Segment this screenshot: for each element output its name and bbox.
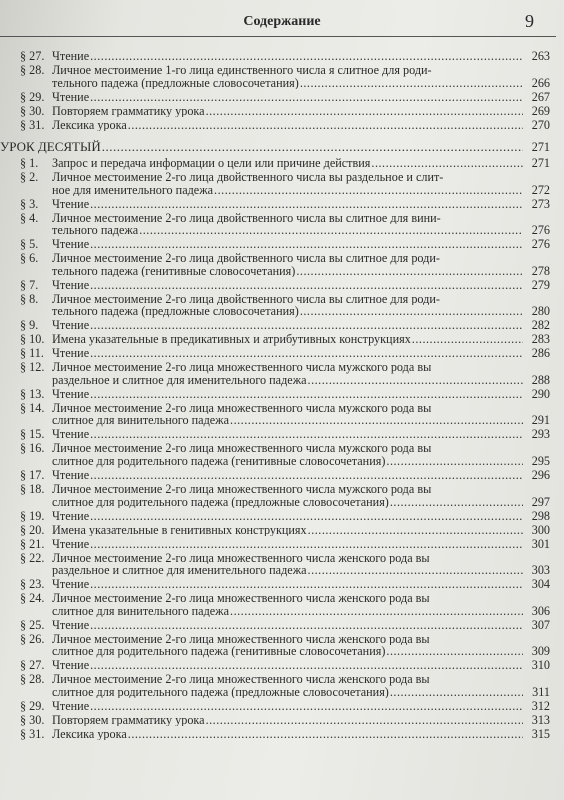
entry-line (52, 510, 524, 523)
entry-text (52, 50, 524, 63)
page-ref: 278 (531, 263, 550, 278)
entry-text (52, 64, 524, 89)
entry-title-line: Чтение (52, 90, 90, 104)
toc-entry (0, 347, 564, 360)
entry-line (52, 524, 524, 537)
entry-text (52, 319, 524, 332)
toc-entry (0, 552, 564, 577)
entry-line (52, 91, 524, 104)
section-number: § 19. (20, 508, 45, 523)
entry-line (52, 105, 524, 118)
section-number: § 18. (20, 482, 45, 497)
entry-text (52, 212, 524, 237)
toc-entry (0, 728, 564, 741)
toc-entry (0, 428, 564, 441)
entry-text (52, 578, 524, 591)
entry-title-line: Чтение (52, 50, 90, 63)
table-of-contents (0, 50, 564, 742)
dot-leader (230, 605, 523, 618)
entry-title-line: Чтение (52, 469, 90, 482)
page-ref: 296 (531, 468, 550, 483)
entry-line (52, 347, 524, 360)
entry-line (52, 538, 524, 551)
page-ref: 269 (531, 103, 550, 118)
entry-title-line: Лексика урока (52, 727, 127, 741)
dot-leader (390, 496, 523, 509)
entry-line (52, 414, 524, 427)
dot-leader (90, 347, 523, 360)
entry-text (52, 333, 524, 346)
lesson-text (0, 140, 524, 154)
dot-leader (308, 564, 523, 577)
dot-leader (90, 91, 523, 104)
entry-line (52, 442, 524, 455)
entry-text (52, 171, 524, 196)
page-ref: 276 (531, 223, 550, 238)
toc-entry (0, 105, 564, 118)
entry-title-line: слитное для родительного падежа (предложные словосочетания) (52, 685, 389, 699)
section-number: § 3. (20, 196, 39, 211)
section-number: § 13. (20, 386, 45, 401)
toc-entry (0, 700, 564, 713)
page-ref: 307 (531, 617, 550, 632)
entry-title-line: Личное местоимение 2-го лица двойственного числа вы слитное для роди- (52, 252, 440, 265)
entry-title-line: тельного падежа (52, 224, 139, 237)
entry-title-line: раздельное и слитное для именительного падежа (52, 373, 307, 387)
entry-title-line: Имена указательные в генитивных конструкциях (52, 523, 307, 537)
dot-leader (90, 659, 523, 672)
entry-title-line: Запрос и передача информации о цели или причине действия (52, 157, 371, 170)
dot-leader (214, 184, 523, 197)
entry-text (52, 442, 524, 467)
page-ref: 297 (531, 494, 550, 509)
page-ref: 304 (531, 577, 550, 592)
page-ref: 311 (532, 684, 550, 699)
section-number: § 6. (20, 251, 39, 266)
page-ref: 309 (531, 644, 550, 659)
entry-title-line: Личное местоимение 2-го лица множественного числа женского рода вы (52, 551, 430, 565)
toc-entry (0, 361, 564, 386)
entry-title-line: Повторяем грамматику урока (52, 104, 205, 118)
entry-title-line: слитное для винительного падежа (52, 604, 230, 618)
entry-line (52, 686, 524, 699)
entry-title-line: слитное для родительного падежа (генитивные словосочетания) (52, 645, 386, 658)
section-number: § 24. (20, 591, 45, 606)
dot-leader (296, 265, 523, 278)
entry-title-line: Личное местоимение 2-го лица множественного числа женского рода вы (52, 673, 430, 686)
entry-line (52, 564, 524, 577)
section-number: § 31. (20, 117, 45, 132)
entry-title-line: Личное местоимение 2-го лица множественного числа мужского рода вы (52, 361, 432, 374)
dot-leader (386, 645, 523, 658)
entry-line (52, 171, 524, 184)
entry-line (52, 402, 524, 415)
section-number: § 28. (20, 62, 45, 77)
entry-line (52, 252, 524, 265)
entry-text (52, 105, 524, 118)
page-ref: 303 (531, 563, 550, 578)
page-ref: 290 (531, 386, 550, 401)
page-ref: 291 (531, 413, 550, 428)
header-title: Содержание (243, 14, 321, 29)
entry-title-line: Чтение (52, 278, 90, 292)
entry-line (52, 714, 524, 727)
entry-line (52, 659, 524, 672)
entry-line (52, 578, 524, 591)
toc-entry (0, 50, 564, 63)
section-number: § 30. (20, 712, 45, 727)
section-number: § 2. (20, 170, 39, 185)
section-number: § 22. (20, 550, 45, 565)
toc-entry (0, 171, 564, 196)
entry-line (52, 279, 524, 292)
toc-entry (0, 673, 564, 698)
entry-text (52, 538, 524, 551)
section-number: § 28. (20, 672, 45, 687)
entry-title-line: Чтение (52, 537, 90, 551)
dot-leader (90, 469, 523, 482)
entry-text (52, 428, 524, 441)
entry-line (52, 619, 524, 632)
section-number: § 20. (20, 522, 45, 537)
entry-line (52, 455, 524, 468)
dot-leader (90, 279, 523, 292)
dot-leader (90, 198, 523, 211)
dot-leader (139, 224, 523, 237)
entry-title-line: Чтение (52, 238, 90, 251)
header-rule (0, 36, 556, 37)
dot-leader (90, 538, 523, 551)
dot-leader (90, 319, 523, 332)
entry-line (52, 212, 524, 225)
section-number: § 11. (20, 346, 44, 361)
entry-line (52, 238, 524, 251)
entry-title-line: слитное для винительного падежа (52, 414, 230, 428)
toc-entry (0, 64, 564, 89)
entry-text (52, 402, 524, 427)
page-ref: 271 (531, 140, 550, 155)
page-ref: 306 (531, 603, 550, 618)
entry-title-line: Чтение (52, 578, 90, 591)
section-number: § 15. (20, 427, 45, 442)
entry-line (52, 592, 524, 605)
dot-leader (371, 157, 523, 170)
lesson-line (0, 140, 524, 154)
entry-line (52, 388, 524, 401)
toc-entry (0, 212, 564, 237)
dot-leader (390, 686, 523, 699)
toc-entry (0, 592, 564, 617)
entry-title-line: Лексика урока (52, 118, 127, 132)
toc-entry (0, 619, 564, 632)
dot-leader (308, 524, 523, 537)
dot-leader (412, 333, 523, 346)
entry-title-line: Чтение (52, 387, 90, 401)
entry-title-line: Чтение (52, 618, 90, 632)
entry-text (52, 619, 524, 632)
section-number: § 30. (20, 103, 45, 118)
entry-title-line: Личное местоимение 2-го лица множественного числа мужского рода вы (52, 442, 432, 456)
section-number: § 7. (20, 277, 39, 292)
page-ref: 295 (531, 454, 550, 469)
dot-leader (90, 50, 523, 63)
entry-text (52, 361, 524, 386)
entry-text (52, 510, 524, 523)
toc-entry (0, 198, 564, 211)
entry-title-line: Личное местоимение 1-го лица единственного числа я слитное для роди- (52, 63, 432, 77)
entry-text (52, 552, 524, 577)
page-ref: 272 (531, 182, 550, 197)
page-ref: 293 (531, 427, 550, 442)
entry-line (52, 605, 524, 618)
entry-text (52, 633, 524, 658)
page-ref: 283 (531, 332, 550, 347)
entry-text (52, 293, 524, 318)
entry-line (52, 319, 524, 332)
entry-title-line: ное для именительного падежа (52, 183, 214, 197)
dot-leader (300, 305, 523, 318)
toc-entry (0, 469, 564, 482)
page-ref: 301 (531, 536, 550, 551)
entry-text (52, 524, 524, 537)
entry-text (52, 714, 524, 727)
toc-entry (0, 483, 564, 508)
entry-title-line: тельного падежа (предложные словосочетания) (52, 76, 299, 90)
entry-title-line: Чтение (52, 428, 90, 442)
entry-line (52, 728, 524, 741)
toc-entry (0, 252, 564, 277)
toc-entry (0, 279, 564, 292)
entry-line (52, 305, 524, 318)
entry-title-line: Чтение (52, 659, 90, 672)
entry-line (52, 119, 524, 132)
entry-line (52, 374, 524, 387)
dot-leader (90, 428, 523, 441)
page-ref: 276 (531, 237, 550, 252)
toc-entry (0, 91, 564, 104)
toc-entry (0, 333, 564, 346)
entry-text (52, 592, 524, 617)
page-number: 9 (525, 11, 534, 31)
entry-title-line: Чтение (52, 197, 90, 211)
page-ref: 267 (531, 89, 550, 104)
page-ref: 270 (531, 117, 550, 132)
page-ref: 266 (531, 75, 550, 90)
entry-title-line: Личное местоимение 2-го лица множественного числа женского рода вы (52, 592, 430, 605)
dot-leader (90, 388, 523, 401)
entry-title-line: Личное местоимение 2-го лица двойственного числа вы слитное для вини- (52, 211, 441, 225)
entry-line (52, 552, 524, 565)
page-ref: 271 (531, 156, 550, 171)
entry-text (52, 659, 524, 672)
entry-line (52, 633, 524, 646)
entry-text (52, 728, 524, 741)
dot-leader (300, 77, 523, 90)
entry-text (52, 347, 524, 360)
entry-line (52, 50, 524, 63)
section-number: § 5. (20, 237, 39, 252)
dot-leader (386, 455, 523, 468)
section-number: § 31. (20, 726, 45, 741)
entry-title-line: Чтение (52, 509, 90, 523)
entry-text (52, 157, 524, 170)
toc-entry (0, 319, 564, 332)
entry-title-line: Личное местоимение 2-го лица двойственного числа вы раздельное и слит- (52, 171, 444, 184)
section-number: § 9. (20, 318, 39, 333)
page-ref: 313 (531, 712, 550, 727)
lesson-title: УРОК ДЕСЯТЫЙ (0, 140, 101, 155)
dot-leader (90, 238, 523, 251)
toc-entry (0, 510, 564, 523)
entry-text (52, 238, 524, 251)
toc-entry (0, 388, 564, 401)
entry-title-line: тельного падежа (генитивные словосочетания) (52, 264, 296, 278)
entry-line (52, 333, 524, 346)
page-ref: 288 (531, 372, 550, 387)
section-number: § 27. (20, 658, 45, 673)
entry-text (52, 198, 524, 211)
entry-title-line: Чтение (52, 699, 90, 713)
section-number: § 26. (20, 631, 45, 646)
section-number: § 16. (20, 441, 45, 456)
toc-entry (0, 157, 564, 170)
entry-title-line: Личное местоимение 2-го лица множественного числа мужского рода вы (52, 401, 432, 415)
entry-text (52, 673, 524, 698)
entry-line (52, 198, 524, 211)
entry-text (52, 279, 524, 292)
entry-line (52, 428, 524, 441)
entry-title-line: Личное местоимение 2-го лица множественного числа женского рода вы (52, 632, 430, 646)
toc-entry (0, 293, 564, 318)
toc-entry (0, 238, 564, 251)
section-number: § 29. (20, 698, 45, 713)
section-number: § 27. (20, 49, 45, 63)
entry-line (52, 645, 524, 658)
toc-entry (0, 538, 564, 551)
dot-leader (90, 510, 523, 523)
page-ref: 310 (531, 658, 550, 673)
section-number: § 25. (20, 617, 45, 632)
page-ref: 263 (531, 49, 550, 63)
section-number: § 8. (20, 291, 39, 306)
page-ref: 300 (531, 522, 550, 537)
entry-text (52, 388, 524, 401)
dot-leader (128, 728, 523, 741)
toc-entry (0, 714, 564, 727)
toc-entry (0, 578, 564, 591)
dot-leader (206, 714, 523, 727)
section-number: § 4. (20, 210, 39, 225)
entry-title-line: слитное для родительного падежа (генитивные словосочетания) (52, 455, 386, 468)
entry-text (52, 252, 524, 277)
entry-line (52, 184, 524, 197)
entry-line (52, 224, 524, 237)
dot-leader (206, 105, 523, 118)
toc-entry (0, 633, 564, 658)
entry-title-line: Чтение (52, 319, 90, 332)
entry-line (52, 361, 524, 374)
entry-line (52, 483, 524, 496)
entry-title-line: Повторяем грамматику урока (52, 713, 205, 727)
entry-text (52, 483, 524, 508)
section-number: § 1. (20, 156, 39, 171)
entry-title-line: Имена указательные в предикативных и атрибутивных конструкциях (52, 333, 411, 346)
entry-line (52, 293, 524, 306)
entry-title-line: Личное местоимение 2-го лица множественного числа мужского рода вы (52, 483, 432, 496)
entry-title-line: тельного падежа (предложные словосочетания) (52, 305, 299, 318)
page-ref: 286 (531, 346, 550, 361)
entry-line (52, 157, 524, 170)
page-ref: 315 (531, 726, 550, 741)
entry-line (52, 700, 524, 713)
page-ref: 280 (531, 304, 550, 319)
section-number: § 17. (20, 468, 45, 483)
toc-entry (0, 659, 564, 672)
dot-leader (128, 119, 523, 132)
page-ref: 279 (531, 277, 550, 292)
toc-entry (0, 402, 564, 427)
section-number: § 29. (20, 89, 45, 104)
section-number: § 10. (20, 332, 45, 347)
entry-text (52, 119, 524, 132)
section-number: § 21. (20, 536, 45, 551)
toc-entry (0, 442, 564, 467)
entry-line (52, 496, 524, 509)
dot-leader (230, 414, 523, 427)
page-ref: 273 (531, 196, 550, 211)
entry-title-line: Чтение (52, 347, 90, 360)
entry-text (52, 700, 524, 713)
page-ref: 312 (531, 698, 550, 713)
dot-leader (90, 700, 523, 713)
section-number: § 12. (20, 360, 45, 375)
dot-leader (308, 374, 523, 387)
entry-text (52, 469, 524, 482)
entry-title-line: Личное местоимение 2-го лица двойственного числа вы слитное для роди- (52, 292, 440, 306)
section-number: § 14. (20, 400, 45, 415)
dot-leader (90, 578, 523, 591)
entry-title-line: раздельное и слитное для именительного падежа (52, 564, 307, 577)
toc-entry (0, 119, 564, 132)
entry-line (52, 265, 524, 278)
page-header (0, 8, 564, 34)
page-ref: 298 (531, 508, 550, 523)
lesson-heading (0, 140, 564, 154)
section-number: § 23. (20, 577, 45, 592)
entry-text (52, 91, 524, 104)
entry-line (52, 673, 524, 686)
entry-title-line: слитное для родительного падежа (предложные словосочетания) (52, 495, 389, 509)
entry-line (52, 64, 524, 77)
entry-line (52, 77, 524, 90)
page-ref: 282 (531, 318, 550, 333)
toc-entry (0, 524, 564, 537)
dot-leader (90, 619, 523, 632)
entry-line (52, 469, 524, 482)
dot-leader (102, 140, 523, 154)
